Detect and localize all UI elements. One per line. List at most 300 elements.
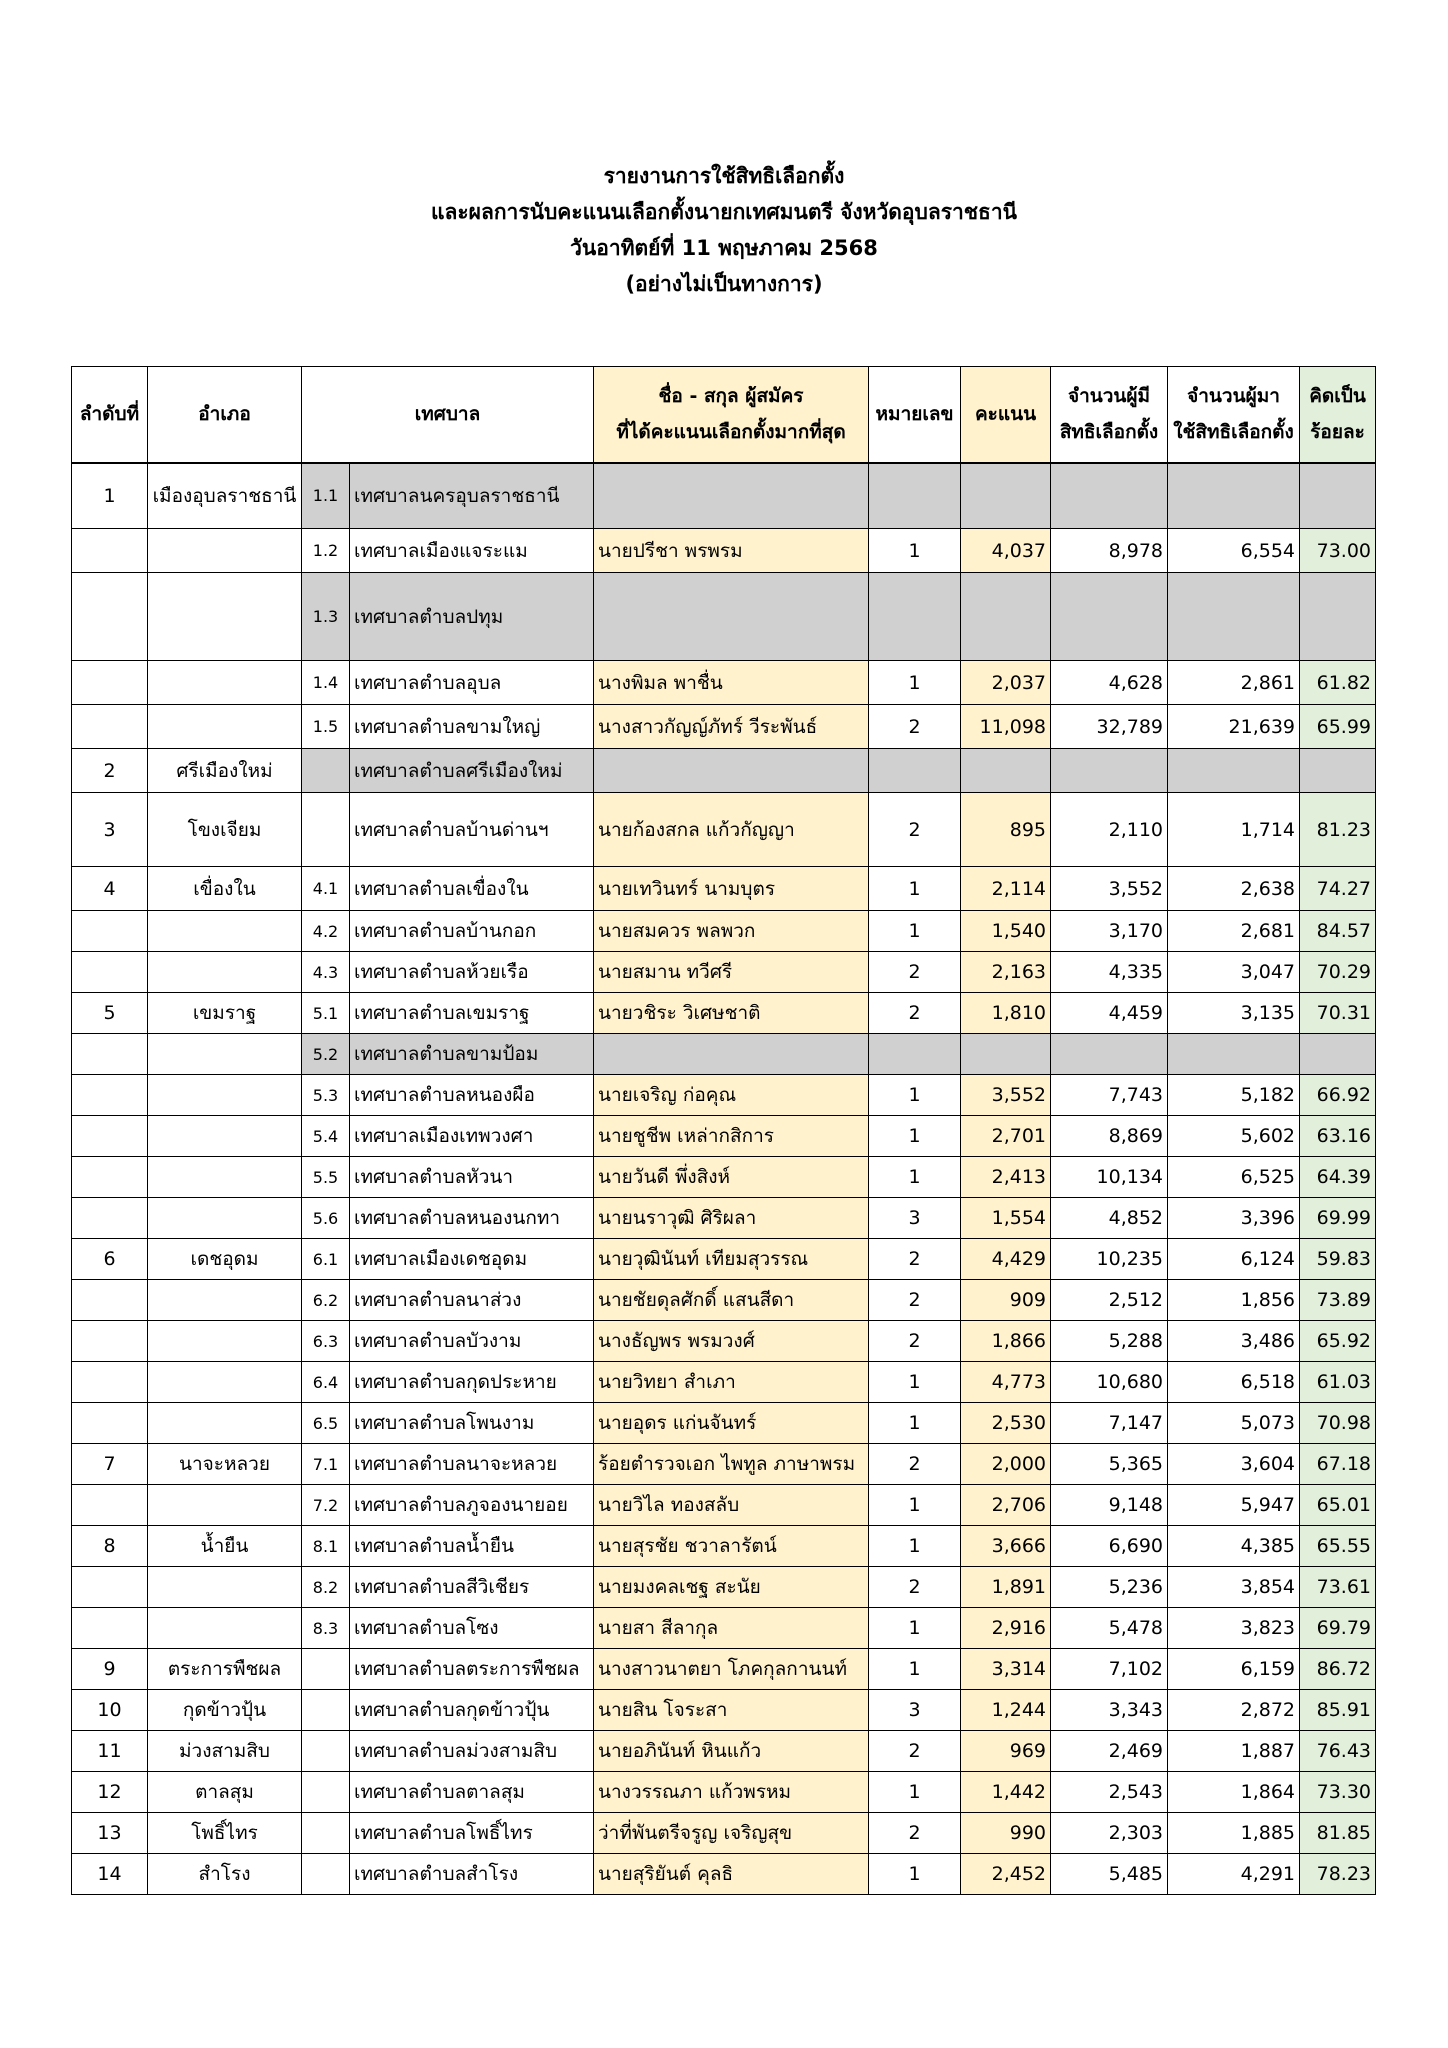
candidate-name: นายสุรชัย ชวาลารัตน์ xyxy=(594,1526,869,1567)
municipality-code: 5.3 xyxy=(302,1075,350,1116)
candidate-name: นายปรีชา พรพรม xyxy=(594,529,869,573)
vote-score xyxy=(961,573,1051,661)
eligible-voters: 3,343 xyxy=(1051,1690,1168,1731)
candidate-number: 1 xyxy=(869,1157,961,1198)
header-eligible xyxy=(1051,367,1168,463)
candidate-number: 2 xyxy=(869,1813,961,1854)
table-row xyxy=(72,1854,1376,1895)
vote-score: 2,000 xyxy=(961,1444,1051,1485)
district-name xyxy=(148,1362,302,1403)
candidate-number: 2 xyxy=(869,1731,961,1772)
candidate-name xyxy=(594,573,869,661)
table-row xyxy=(72,1198,1376,1239)
vote-score: 3,552 xyxy=(961,1075,1051,1116)
district-name: เมืองอุบลราชธานี xyxy=(148,463,302,529)
table-header-row xyxy=(72,367,1376,463)
vote-score: 3,314 xyxy=(961,1649,1051,1690)
district-name: นาจะหลวย xyxy=(148,1444,302,1485)
voters-turnout: 5,073 xyxy=(1168,1403,1300,1444)
candidate-name: นายอภินันท์ หินแก้ว xyxy=(594,1731,869,1772)
row-number: 8 xyxy=(72,1526,148,1567)
turnout-percent: 64.39 xyxy=(1300,1157,1376,1198)
district-name xyxy=(148,911,302,952)
municipality-code: 6.3 xyxy=(302,1321,350,1362)
district-name: เขื่องใน xyxy=(148,867,302,911)
eligible-voters: 2,543 xyxy=(1051,1772,1168,1813)
vote-score: 1,810 xyxy=(961,993,1051,1034)
vote-score: 2,114 xyxy=(961,867,1051,911)
vote-score xyxy=(961,463,1051,529)
municipality-code: 1.5 xyxy=(302,705,350,749)
municipality-code xyxy=(302,1772,350,1813)
table-row xyxy=(72,952,1376,993)
municipality-code: 8.3 xyxy=(302,1608,350,1649)
row-number: 3 xyxy=(72,793,148,867)
district-name xyxy=(148,952,302,993)
table-row xyxy=(72,749,1376,793)
district-name xyxy=(148,1198,302,1239)
vote-score: 1,866 xyxy=(961,1321,1051,1362)
voters-turnout: 3,135 xyxy=(1168,993,1300,1034)
district-name: เขมราฐ xyxy=(148,993,302,1034)
municipality-name: เทศบาลตำบลม่วงสามสิบ xyxy=(350,1731,594,1772)
municipality-code: 5.5 xyxy=(302,1157,350,1198)
eligible-voters: 10,134 xyxy=(1051,1157,1168,1198)
voters-turnout: 3,604 xyxy=(1168,1444,1300,1485)
candidate-name: นางสาวกัญญ์ภัทร์ วีระพันธ์ xyxy=(594,705,869,749)
eligible-voters: 4,628 xyxy=(1051,661,1168,705)
turnout-percent: 70.29 xyxy=(1300,952,1376,993)
municipality-code: 4.3 xyxy=(302,952,350,993)
voters-turnout: 6,554 xyxy=(1168,529,1300,573)
municipality-code: 7.2 xyxy=(302,1485,350,1526)
turnout-percent: 74.27 xyxy=(1300,867,1376,911)
municipality-name: เทศบาลตำบลหัวนา xyxy=(350,1157,594,1198)
row-number: 14 xyxy=(72,1854,148,1895)
header-candidate-line-1: ชื่อ - สกุล ผู้สมัคร xyxy=(658,385,804,408)
district-name: สำโรง xyxy=(148,1854,302,1895)
municipality-name: เทศบาลตำบลภูจองนายอย xyxy=(350,1485,594,1526)
eligible-voters: 5,236 xyxy=(1051,1567,1168,1608)
candidate-name xyxy=(594,1034,869,1075)
candidate-number: 2 xyxy=(869,1567,961,1608)
candidate-number: 2 xyxy=(869,952,961,993)
municipality-code xyxy=(302,793,350,867)
table-row xyxy=(72,1116,1376,1157)
candidate-name: นายก้องสกล แก้วกัญญา xyxy=(594,793,869,867)
municipality-name: เทศบาลเมืองเทพวงศา xyxy=(350,1116,594,1157)
turnout-percent: 73.00 xyxy=(1300,529,1376,573)
vote-score: 1,554 xyxy=(961,1198,1051,1239)
voters-turnout: 2,681 xyxy=(1168,911,1300,952)
eligible-voters: 4,459 xyxy=(1051,993,1168,1034)
voters-turnout: 5,947 xyxy=(1168,1485,1300,1526)
row-number xyxy=(72,1321,148,1362)
eligible-voters: 5,365 xyxy=(1051,1444,1168,1485)
voters-turnout: 2,872 xyxy=(1168,1690,1300,1731)
voters-turnout: 21,639 xyxy=(1168,705,1300,749)
report-title-line-2: และผลการนับคะแนนเลือกตั้งนายกเทศมนตรี จังหวัดอุบลราชธานี xyxy=(430,200,1018,224)
candidate-name: นายสุริยันต์ คุลธิ xyxy=(594,1854,869,1895)
table-row xyxy=(72,463,1376,529)
district-name xyxy=(148,529,302,573)
turnout-percent xyxy=(1300,1034,1376,1075)
eligible-voters: 6,690 xyxy=(1051,1526,1168,1567)
municipality-name: เทศบาลตำบลศรีเมืองใหม่ xyxy=(350,749,594,793)
eligible-voters: 9,148 xyxy=(1051,1485,1168,1526)
municipality-name: เทศบาลนครอุบลราชธานี xyxy=(350,463,594,529)
municipality-code: 6.1 xyxy=(302,1239,350,1280)
turnout-percent xyxy=(1300,463,1376,529)
turnout-percent: 65.99 xyxy=(1300,705,1376,749)
municipality-code: 8.2 xyxy=(302,1567,350,1608)
candidate-number: 1 xyxy=(869,911,961,952)
turnout-percent: 69.99 xyxy=(1300,1198,1376,1239)
municipality-code: 5.6 xyxy=(302,1198,350,1239)
turnout-percent: 86.72 xyxy=(1300,1649,1376,1690)
table-row xyxy=(72,573,1376,661)
eligible-voters: 10,235 xyxy=(1051,1239,1168,1280)
row-number: 2 xyxy=(72,749,148,793)
candidate-number: 3 xyxy=(869,1690,961,1731)
header-voted-line-1: จำนวนผู้มา xyxy=(1187,385,1280,408)
eligible-voters: 2,110 xyxy=(1051,793,1168,867)
turnout-percent: 76.43 xyxy=(1300,1731,1376,1772)
municipality-code: 1.3 xyxy=(302,573,350,661)
candidate-name: นายสมควร พลพวก xyxy=(594,911,869,952)
candidate-number: 1 xyxy=(869,1362,961,1403)
candidate-name: นายสา สีลากุล xyxy=(594,1608,869,1649)
row-number: 12 xyxy=(72,1772,148,1813)
district-name xyxy=(148,705,302,749)
table-row xyxy=(72,705,1376,749)
header-no: ลำดับที่ xyxy=(72,367,148,463)
turnout-percent: 78.23 xyxy=(1300,1854,1376,1895)
candidate-name: นายสิน โจระสา xyxy=(594,1690,869,1731)
row-number xyxy=(72,1485,148,1526)
vote-score: 969 xyxy=(961,1731,1051,1772)
eligible-voters xyxy=(1051,749,1168,793)
municipality-name: เทศบาลตำบลบ้านด่านฯ xyxy=(350,793,594,867)
municipality-name: เทศบาลตำบลห้วยเรือ xyxy=(350,952,594,993)
turnout-percent: 67.18 xyxy=(1300,1444,1376,1485)
candidate-name: นายวันดี พึ่งสิงห์ xyxy=(594,1157,869,1198)
row-number: 6 xyxy=(72,1239,148,1280)
row-number: 4 xyxy=(72,867,148,911)
candidate-name xyxy=(594,463,869,529)
turnout-percent: 73.30 xyxy=(1300,1772,1376,1813)
row-number xyxy=(72,1403,148,1444)
candidate-number: 2 xyxy=(869,1239,961,1280)
header-municipality: เทศบาล xyxy=(302,367,594,463)
municipality-code: 4.1 xyxy=(302,867,350,911)
voters-turnout: 1,887 xyxy=(1168,1731,1300,1772)
municipality-name: เทศบาลตำบลนาจะหลวย xyxy=(350,1444,594,1485)
table-row xyxy=(72,661,1376,705)
candidate-name: นายวิทยา สำเภา xyxy=(594,1362,869,1403)
municipality-code: 1.2 xyxy=(302,529,350,573)
turnout-percent: 70.31 xyxy=(1300,993,1376,1034)
candidate-name: นายมงคลเชฐ สะนัย xyxy=(594,1567,869,1608)
voters-turnout: 4,385 xyxy=(1168,1526,1300,1567)
vote-score: 2,037 xyxy=(961,661,1051,705)
row-number: 10 xyxy=(72,1690,148,1731)
municipality-name: เทศบาลตำบลปทุม xyxy=(350,573,594,661)
eligible-voters: 7,102 xyxy=(1051,1649,1168,1690)
municipality-name: เทศบาลตำบลนาส่วง xyxy=(350,1280,594,1321)
eligible-voters: 32,789 xyxy=(1051,705,1168,749)
turnout-percent: 61.82 xyxy=(1300,661,1376,705)
municipality-code xyxy=(302,1813,350,1854)
table-row xyxy=(72,1444,1376,1485)
voters-turnout: 3,396 xyxy=(1168,1198,1300,1239)
header-eligible-line-2: สิทธิเลือกตั้ง xyxy=(1059,421,1159,444)
candidate-number: 3 xyxy=(869,1198,961,1239)
municipality-code: 5.1 xyxy=(302,993,350,1034)
eligible-voters: 2,512 xyxy=(1051,1280,1168,1321)
municipality-name: เทศบาลตำบลบัวงาม xyxy=(350,1321,594,1362)
vote-score xyxy=(961,1034,1051,1075)
row-number: 1 xyxy=(72,463,148,529)
table-row xyxy=(72,1280,1376,1321)
row-number xyxy=(72,1198,148,1239)
district-name xyxy=(148,1116,302,1157)
eligible-voters: 5,478 xyxy=(1051,1608,1168,1649)
vote-score: 4,037 xyxy=(961,529,1051,573)
eligible-voters: 5,485 xyxy=(1051,1854,1168,1895)
row-number: 7 xyxy=(72,1444,148,1485)
candidate-number xyxy=(869,1034,961,1075)
municipality-name: เทศบาลตำบลขามป้อม xyxy=(350,1034,594,1075)
candidate-number xyxy=(869,749,961,793)
municipality-code xyxy=(302,1854,350,1895)
header-voted xyxy=(1168,367,1300,463)
eligible-voters: 7,147 xyxy=(1051,1403,1168,1444)
turnout-percent: 73.61 xyxy=(1300,1567,1376,1608)
eligible-voters: 4,335 xyxy=(1051,952,1168,993)
candidate-number: 1 xyxy=(869,1526,961,1567)
candidate-name: นางพิมล พาชื่น xyxy=(594,661,869,705)
table-row xyxy=(72,1075,1376,1116)
municipality-name: เทศบาลตำบลน้ำยืน xyxy=(350,1526,594,1567)
table-row xyxy=(72,1362,1376,1403)
candidate-number: 1 xyxy=(869,1116,961,1157)
voters-turnout: 1,714 xyxy=(1168,793,1300,867)
district-name xyxy=(148,1280,302,1321)
row-number xyxy=(72,911,148,952)
row-number: 9 xyxy=(72,1649,148,1690)
vote-score: 1,891 xyxy=(961,1567,1051,1608)
turnout-percent: 65.01 xyxy=(1300,1485,1376,1526)
row-number: 5 xyxy=(72,993,148,1034)
eligible-voters: 2,303 xyxy=(1051,1813,1168,1854)
municipality-code xyxy=(302,1690,350,1731)
municipality-code xyxy=(302,749,350,793)
candidate-number: 2 xyxy=(869,705,961,749)
turnout-percent: 73.89 xyxy=(1300,1280,1376,1321)
voters-turnout: 2,861 xyxy=(1168,661,1300,705)
district-name: โพธิ์ไทร xyxy=(148,1813,302,1854)
voters-turnout: 3,823 xyxy=(1168,1608,1300,1649)
eligible-voters xyxy=(1051,1034,1168,1075)
district-name: กุดข้าวปุ้น xyxy=(148,1690,302,1731)
candidate-name: นางสาวนาตยา โภคกุลกานนท์ xyxy=(594,1649,869,1690)
municipality-code: 1.4 xyxy=(302,661,350,705)
voters-turnout xyxy=(1168,1034,1300,1075)
table-row xyxy=(72,1485,1376,1526)
municipality-name: เทศบาลตำบลขามใหญ่ xyxy=(350,705,594,749)
table-row xyxy=(72,1157,1376,1198)
municipality-name: เทศบาลตำบลกุดประหาย xyxy=(350,1362,594,1403)
header-candidate xyxy=(594,367,869,463)
vote-score: 2,916 xyxy=(961,1608,1051,1649)
table-row xyxy=(72,993,1376,1034)
table-row xyxy=(72,867,1376,911)
municipality-code xyxy=(302,1649,350,1690)
vote-score: 2,413 xyxy=(961,1157,1051,1198)
candidate-number: 2 xyxy=(869,1321,961,1362)
candidate-number: 1 xyxy=(869,1649,961,1690)
eligible-voters: 7,743 xyxy=(1051,1075,1168,1116)
candidate-number: 1 xyxy=(869,867,961,911)
row-number xyxy=(72,529,148,573)
candidate-number: 1 xyxy=(869,1075,961,1116)
turnout-percent: 69.79 xyxy=(1300,1608,1376,1649)
candidate-number: 1 xyxy=(869,1854,961,1895)
report-date: วันอาทิตย์ที่ 11 พฤษภาคม 2568 xyxy=(570,236,878,260)
eligible-voters xyxy=(1051,573,1168,661)
voters-turnout: 6,124 xyxy=(1168,1239,1300,1280)
voters-turnout: 2,638 xyxy=(1168,867,1300,911)
voters-turnout xyxy=(1168,573,1300,661)
row-number: 13 xyxy=(72,1813,148,1854)
vote-score: 1,244 xyxy=(961,1690,1051,1731)
vote-score: 3,666 xyxy=(961,1526,1051,1567)
candidate-name: นายวุฒินันท์ เทียมสุวรรณ xyxy=(594,1239,869,1280)
turnout-percent: 63.16 xyxy=(1300,1116,1376,1157)
turnout-percent xyxy=(1300,573,1376,661)
municipality-code: 1.1 xyxy=(302,463,350,529)
municipality-code: 7.1 xyxy=(302,1444,350,1485)
municipality-code: 8.1 xyxy=(302,1526,350,1567)
candidate-name: นายอุดร แก่นจันทร์ xyxy=(594,1403,869,1444)
table-row xyxy=(72,529,1376,573)
candidate-name: นายเจริญ ก่อคุณ xyxy=(594,1075,869,1116)
row-number xyxy=(72,1567,148,1608)
eligible-voters: 4,852 xyxy=(1051,1198,1168,1239)
voters-turnout: 5,182 xyxy=(1168,1075,1300,1116)
candidate-number xyxy=(869,573,961,661)
eligible-voters: 8,869 xyxy=(1051,1116,1168,1157)
municipality-name: เทศบาลเมืองแจระแม xyxy=(350,529,594,573)
header-score: คะแนน xyxy=(961,367,1051,463)
table-row xyxy=(72,1526,1376,1567)
voters-turnout: 6,159 xyxy=(1168,1649,1300,1690)
municipality-name: เทศบาลตำบลเขื่องใน xyxy=(350,867,594,911)
turnout-percent xyxy=(1300,749,1376,793)
candidate-name: นายชัยดุลศักดิ์ แสนสีดา xyxy=(594,1280,869,1321)
vote-score: 1,540 xyxy=(961,911,1051,952)
report-title-line-1: รายงานการใช้สิทธิเลือกตั้ง xyxy=(603,164,845,188)
candidate-name: นายวชิระ วิเศษชาติ xyxy=(594,993,869,1034)
voters-turnout: 6,525 xyxy=(1168,1157,1300,1198)
vote-score: 2,452 xyxy=(961,1854,1051,1895)
table-row xyxy=(72,1608,1376,1649)
table-row xyxy=(72,1034,1376,1075)
row-number xyxy=(72,1034,148,1075)
voters-turnout: 5,602 xyxy=(1168,1116,1300,1157)
voters-turnout xyxy=(1168,749,1300,793)
municipality-name: เทศบาลเมืองเดชอุดม xyxy=(350,1239,594,1280)
district-name: ตระการพืชผล xyxy=(148,1649,302,1690)
candidate-number: 1 xyxy=(869,661,961,705)
turnout-percent: 65.92 xyxy=(1300,1321,1376,1362)
table-row xyxy=(72,1690,1376,1731)
district-name xyxy=(148,1034,302,1075)
candidate-name: นายสมาน ทวีศรี xyxy=(594,952,869,993)
district-name: ตาลสุม xyxy=(148,1772,302,1813)
eligible-voters: 8,978 xyxy=(1051,529,1168,573)
candidate-name xyxy=(594,749,869,793)
vote-score: 2,530 xyxy=(961,1403,1051,1444)
turnout-percent: 85.91 xyxy=(1300,1690,1376,1731)
vote-score: 11,098 xyxy=(961,705,1051,749)
candidate-name: นางวรรณภา แก้วพรหม xyxy=(594,1772,869,1813)
municipality-name: เทศบาลตำบลโพธิ์ไทร xyxy=(350,1813,594,1854)
table-row xyxy=(72,793,1376,867)
turnout-percent: 59.83 xyxy=(1300,1239,1376,1280)
municipality-code: 6.2 xyxy=(302,1280,350,1321)
municipality-code xyxy=(302,1731,350,1772)
district-name xyxy=(148,661,302,705)
header-eligible-line-1: จำนวนผู้มี xyxy=(1067,385,1151,408)
table-row xyxy=(72,1813,1376,1854)
table-row xyxy=(72,1403,1376,1444)
turnout-percent: 65.55 xyxy=(1300,1526,1376,1567)
municipality-name: เทศบาลตำบลกุดข้าวปุ้น xyxy=(350,1690,594,1731)
row-number xyxy=(72,952,148,993)
vote-score: 2,701 xyxy=(961,1116,1051,1157)
table-row xyxy=(72,1649,1376,1690)
candidate-number: 1 xyxy=(869,1485,961,1526)
row-number xyxy=(72,573,148,661)
municipality-name: เทศบาลตำบลโพนงาม xyxy=(350,1403,594,1444)
row-number xyxy=(72,1075,148,1116)
row-number xyxy=(72,1280,148,1321)
municipality-name: เทศบาลตำบลสีวิเชียร xyxy=(350,1567,594,1608)
turnout-percent: 81.23 xyxy=(1300,793,1376,867)
header-percent xyxy=(1300,367,1376,463)
vote-score: 2,706 xyxy=(961,1485,1051,1526)
candidate-number xyxy=(869,463,961,529)
eligible-voters: 2,469 xyxy=(1051,1731,1168,1772)
vote-score: 895 xyxy=(961,793,1051,867)
municipality-code: 6.5 xyxy=(302,1403,350,1444)
candidate-number: 1 xyxy=(869,1608,961,1649)
candidate-number: 2 xyxy=(869,993,961,1034)
vote-score: 909 xyxy=(961,1280,1051,1321)
row-number xyxy=(72,1157,148,1198)
vote-score: 990 xyxy=(961,1813,1051,1854)
candidate-number: 1 xyxy=(869,1772,961,1813)
municipality-name: เทศบาลตำบลโซง xyxy=(350,1608,594,1649)
turnout-percent: 84.57 xyxy=(1300,911,1376,952)
turnout-percent: 81.85 xyxy=(1300,1813,1376,1854)
header-percent-line-2: ร้อยละ xyxy=(1310,421,1365,444)
candidate-number: 1 xyxy=(869,529,961,573)
municipality-code: 4.2 xyxy=(302,911,350,952)
candidate-name: นายนราวุฒิ ศิริผลา xyxy=(594,1198,869,1239)
